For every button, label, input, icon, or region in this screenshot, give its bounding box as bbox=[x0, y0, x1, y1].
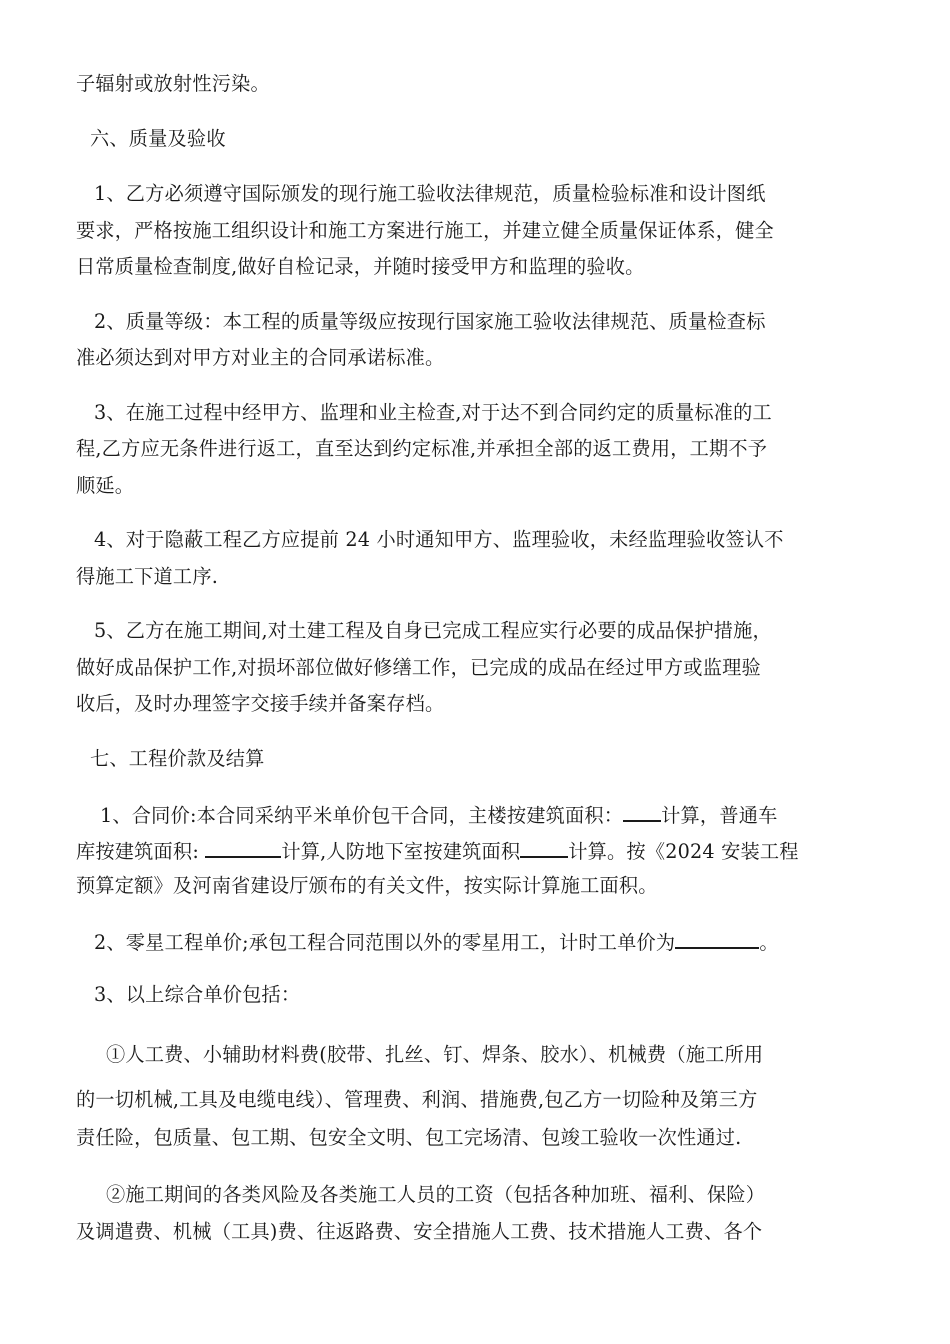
price-line-1-text: 1、合同价:本合同采纳平米单价包干合同，主楼按建筑面积： bbox=[100, 804, 624, 827]
odd-job-text: 2、零星工程单价;承包工程合同范围以外的零星用工，计时工单价为 bbox=[94, 931, 676, 954]
paragraph-line: 做好成品保护工作,对损坏部位做好修缮工作，已完成的成品在经过甲方或监理验 bbox=[76, 656, 761, 679]
section-heading-quality: 六、质量及验收 bbox=[90, 127, 226, 150]
price-line-1-tail: 计算，普通车 bbox=[661, 804, 778, 827]
paragraph-line: 顺延。 bbox=[76, 474, 135, 497]
paragraph-line: 1、乙方必须遵守国际颁发的现行施工验收法律规范，质量检验标准和设计图纸 bbox=[94, 182, 766, 205]
paragraph-line: ②施工期间的各类风险及各类施工人员的工资（包括各种加班、福利、保险） bbox=[106, 1183, 766, 1206]
paragraph-line: 3、以上综合单价包括： bbox=[94, 983, 301, 1006]
price-line-2-text-b: 计算,人防地下室按建筑面积 bbox=[281, 840, 521, 863]
paragraph-line: 责任险，包质量、包工期、包安全文明、包工完场清、包竣工验收一次性通过. bbox=[76, 1126, 742, 1149]
blank-hourly-rate[interactable] bbox=[675, 929, 759, 949]
paragraph-line: 及调遣费、机械（工具)费、往返路费、安全措施人工费、技术措施人工费、各个 bbox=[76, 1220, 763, 1243]
odd-job-price-line bbox=[94, 929, 779, 955]
paragraph-line: 5、乙方在施工期间,对土建工程及自身已完成工程应实行必要的成品保护措施， bbox=[94, 619, 772, 642]
paragraph-line: 收后，及时办理签字交接手续并备案存档。 bbox=[76, 692, 445, 715]
paragraph-line: 子辐射或放射性污染。 bbox=[76, 72, 270, 95]
paragraph-line: 3、在施工过程中经甲方、监理和业主检查,对于达不到合同约定的质量标准的工 bbox=[94, 401, 772, 424]
blank-basement-area[interactable] bbox=[520, 838, 568, 858]
price-line-2-text-a: 库按建筑面积: bbox=[76, 840, 199, 863]
paragraph-line: 2、质量等级：本工程的质量等级应按现行国家施工验收法律规范、质量检查标 bbox=[94, 310, 766, 333]
blank-main-building-area[interactable] bbox=[623, 802, 661, 822]
paragraph-line: 准必须达到对甲方对业主的合同承诺标准。 bbox=[76, 346, 445, 369]
paragraph-line: ①人工费、小辅助材料费(胶带、扎丝、钉、焊条、胶水）、机械费（施工所用 bbox=[106, 1043, 764, 1066]
price-line-2 bbox=[76, 838, 799, 864]
price-line-1 bbox=[100, 802, 777, 828]
section-heading-price: 七、工程价款及结算 bbox=[90, 747, 265, 770]
paragraph-line: 的一切机械,工具及电缆电线）、管理费、利润、措施费,包乙方一切险种及第三方 bbox=[76, 1088, 758, 1111]
paragraph-line: 日常质量检查制度,做好自检记录，并随时接受甲方和监理的验收。 bbox=[76, 255, 645, 278]
paragraph-line: 得施工下道工序. bbox=[76, 565, 219, 588]
paragraph-line: 程,乙方应无条件进行返工，直至达到约定标准,并承担全部的返工费用，工期不予 bbox=[76, 437, 768, 460]
odd-job-tail: 。 bbox=[759, 931, 779, 954]
blank-garage-area[interactable] bbox=[205, 838, 281, 858]
paragraph-line: 要求，严格按施工组织设计和施工方案进行施工，并建立健全质量保证体系，健全 bbox=[76, 219, 774, 242]
price-line-2-text-c: 计算。按《2024 安装工程 bbox=[568, 840, 799, 863]
paragraph-line: 4、对于隐蔽工程乙方应提前 24 小时通知甲方、监理验收，未经监理验收签认不 bbox=[94, 528, 784, 551]
paragraph-line: 预算定额》及河南省建设厅颁布的有关文件，按实际计算施工面积。 bbox=[76, 874, 658, 897]
